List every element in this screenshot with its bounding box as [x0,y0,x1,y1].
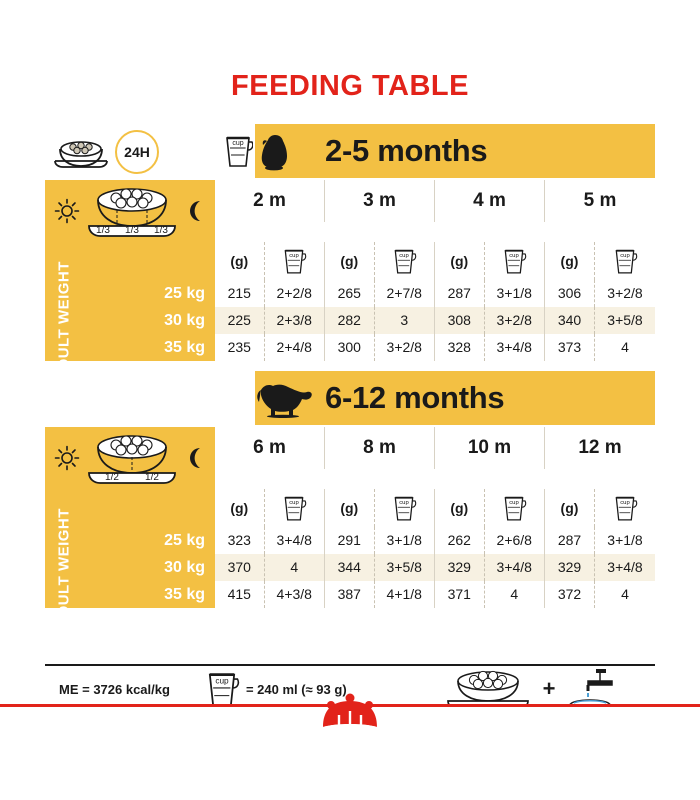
cell-grams: 287 [545,527,595,554]
cell-cups: 3+1/8 [496,285,532,301]
weight-row-label: 30 kg [164,312,205,329]
section-1-age-row [215,180,655,222]
weight-row-label: 25 kg [164,532,205,549]
cell-grams: 323 [215,527,265,554]
svg-text:1/3: 1/3 [154,225,168,236]
svg-text:1/3: 1/3 [125,225,139,236]
unit-grams: (g) [325,489,375,527]
age-col-5m: 5 m [583,190,617,211]
cell-grams: 328 [435,334,485,361]
svg-text:cup: cup [232,140,244,147]
unit-pair-1 [215,242,325,280]
cup-equivalence-text: = 240 ml (≈ 93 g) [245,681,347,697]
section-1-data [45,260,655,381]
sun-icon [54,445,80,471]
cell-cups: 3+4/8 [496,559,532,575]
table-row [215,554,655,581]
weight-values-1 [83,280,215,361]
cell-grams: 287 [435,280,485,307]
section-2-left-spacer [45,371,255,427]
unit-grams: (g) [435,489,485,527]
hours-badge: 24H [115,130,159,174]
top-left-strip [45,124,255,180]
unit-grams: (g) [545,242,595,280]
dog-bowl-icon [53,138,109,168]
measuring-cup-icon [223,132,253,170]
cell-grams: 373 [545,334,595,361]
section-2-age-row [215,427,655,469]
cell-cups: 3+4/8 [496,339,532,355]
weight-row-label: 35 kg [164,586,205,603]
section-1-unit-row [45,242,655,280]
measuring-cup-icon [485,242,544,280]
cell-cups: 2+6/8 [496,532,532,548]
cell-cups: 4 [510,586,519,602]
cell-cups: 2+3/8 [276,312,312,328]
age-col-3m: 3 m [325,180,435,222]
section-1-left-labels [45,260,215,381]
section-2-band [255,371,655,427]
feeding-table [45,124,655,664]
unit-pair-4 [545,489,655,527]
svg-text:cup: cup [289,500,300,507]
svg-text:1/3: 1/3 [96,225,110,236]
svg-text:cup: cup [509,253,520,260]
plus-sign: + [542,676,556,701]
unit-grams: (g) [215,489,265,527]
unit-pair-2 [325,242,435,280]
age-col-12m: 12 m [578,437,622,458]
cell-cups: 2+7/8 [386,285,422,301]
brand-footer [0,704,700,800]
dog-silhouette-icon [255,378,325,418]
adult-weight-label [45,260,83,381]
table-row [215,280,655,307]
cell-cups: 3+5/8 [607,312,643,328]
adult-weight-label [45,507,83,628]
svg-text:1/2: 1/2 [105,472,119,483]
svg-text:cup: cup [289,253,300,260]
section-1-age-header [45,180,655,242]
section-1-title: 2-5 months [325,133,488,168]
cell-cups: 3+2/8 [607,285,643,301]
section-1-values [215,280,655,361]
cell-cups: 3+2/8 [386,339,422,355]
table-row [215,307,655,334]
section-1-band [255,124,655,180]
svg-text:cup: cup [620,500,630,507]
section-2-header-row [45,371,655,427]
cell-cups: 3+4/8 [276,532,312,548]
measuring-cup-icon [595,242,655,280]
measuring-cup-icon [375,489,434,527]
cell-grams: 282 [325,307,375,334]
cell-cups: 2+4/8 [276,339,312,355]
meal-split-panel-2 [45,427,215,489]
age-col-4m: 4 m [435,180,545,222]
weight-row-label: 25 kg [164,285,205,302]
cell-grams: 387 [325,581,375,608]
svg-text:cup: cup [620,253,630,260]
measuring-cup-icon [265,242,324,280]
cell-cups: 4 [621,586,629,602]
unit-pair-3 [435,242,545,280]
section-divider [45,361,655,371]
svg-text:cup: cup [509,500,520,507]
cell-grams: 300 [325,334,375,361]
cell-grams: 415 [215,581,265,608]
adult-weight-text: ADULT WEIGHT [55,507,73,628]
unit-pair-3 [435,489,545,527]
section-2-title: 6-12 months [325,380,505,415]
puppy-silhouette-icon [255,131,325,171]
unit-grams: (g) [215,242,265,280]
cell-cups: 4 [621,339,629,355]
cell-grams: 215 [215,280,265,307]
adult-weight-text: ADULT WEIGHT [55,260,73,381]
measuring-cup-icon [595,489,655,527]
unit-grams: (g) [435,242,485,280]
cell-grams: 371 [435,581,485,608]
age-col-6m: 6 m [215,427,325,469]
cell-grams: 225 [215,307,265,334]
royal-canin-crown-icon [319,693,381,733]
weight-row-label: 35 kg [164,339,205,356]
svg-text:1/2: 1/2 [145,472,159,483]
measuring-cup-icon [375,242,434,280]
bowl-thirds-icon [84,180,180,242]
age-col-10m: 10 m [435,427,545,469]
unit-grams: (g) [545,489,595,527]
measuring-cup-icon [265,489,324,527]
cell-cups: 3+2/8 [496,312,532,328]
meal-split-panel-1 [45,180,215,242]
page-title: FEEDING TABLE [231,70,469,102]
cell-grams: 262 [435,527,485,554]
cell-grams: 291 [325,527,375,554]
section-2-age-header [45,427,655,489]
section-2-data [45,507,655,628]
cell-cups: 3+5/8 [386,559,422,575]
metabolizable-energy-text: ME = 3726 kcal/kg [59,681,170,697]
section-2-values [215,527,655,608]
unit-pair-2 [325,489,435,527]
svg-text:cup: cup [399,253,410,260]
cell-cups: 4+1/8 [386,586,422,602]
unit-grams: (g) [325,242,375,280]
cell-cups: 4+3/8 [276,586,312,602]
weight-values-2 [83,527,215,608]
sun-icon [54,198,80,224]
unit-pair-1 [215,489,325,527]
cell-grams: 329 [545,554,595,581]
cell-cups: 3 [400,312,409,328]
cell-cups: 2+2/8 [276,285,312,301]
table-row [215,581,655,608]
section-1-header-row [45,124,655,180]
measuring-cup-icon [485,489,544,527]
age-col-8m: 8 m [325,427,435,469]
moon-icon [184,199,206,223]
table-row [215,527,655,554]
weight-row-label: 30 kg [164,559,205,576]
cell-grams: 308 [435,307,485,334]
cell-grams: 265 [325,280,375,307]
cell-grams: 340 [545,307,595,334]
unit-pair-4 [545,242,655,280]
table-row [215,334,655,361]
cell-cups: 3+1/8 [386,532,422,548]
cell-grams: 329 [435,554,485,581]
cell-cups: 4 [290,559,299,575]
section-2-unit-row [45,489,655,527]
cell-grams: 235 [215,334,265,361]
cell-cups: 3+1/8 [607,532,643,548]
section-2-left-labels [45,507,215,628]
cell-grams: 372 [545,581,595,608]
age-col-2m: 2 m [215,180,325,222]
cell-grams: 306 [545,280,595,307]
cell-grams: 344 [325,554,375,581]
svg-text:cup: cup [215,676,229,686]
cell-grams: 370 [215,554,265,581]
moon-icon [184,446,206,470]
svg-text:cup: cup [399,500,410,507]
bowl-halves-icon [84,427,180,489]
cell-cups: 3+4/8 [607,559,643,575]
